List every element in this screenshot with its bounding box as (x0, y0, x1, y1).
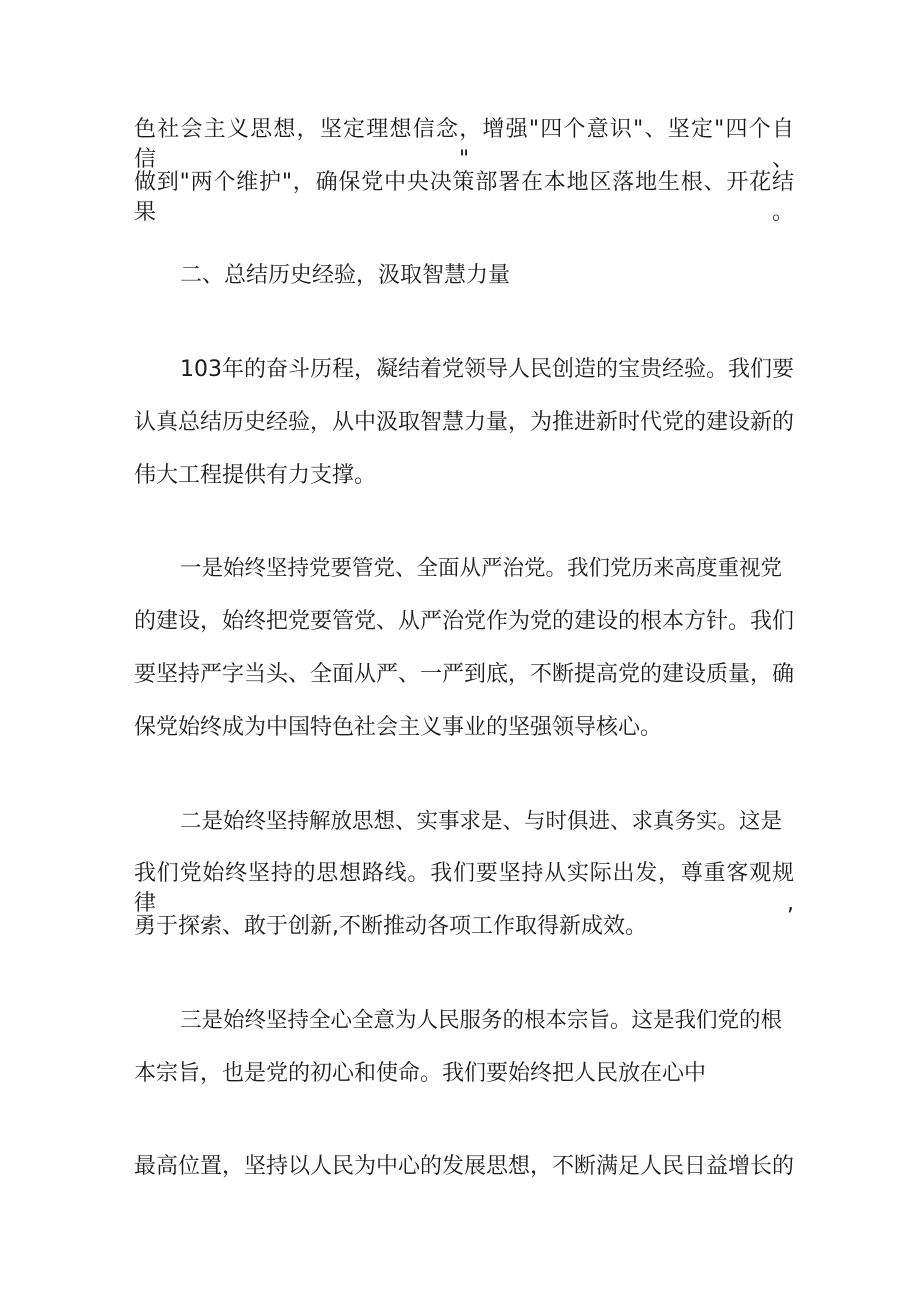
paragraph-3-line-4: 保党始终成为中国特色社会主义事业的坚强领导核心。 (134, 715, 663, 740)
paragraph-6-line-1: 最高位置，坚持以人民为中心的发展思想，不断满足人民日益增长的 (134, 1154, 795, 1179)
paragraph-5-line-1: 三是始终坚持全心全意为人民服务的根本宗旨。这是我们党的根 (180, 1008, 783, 1033)
paragraph-3-line-1: 一是始终坚持党要管党、全面从严治党。我们党历来高度重视党 (180, 556, 783, 581)
paragraph-4-line-3: 勇于探索、敢于创新,不断推动各项工作取得新成效。 (134, 914, 647, 939)
paragraph-2-line-1: 103年的奋斗历程，凝结着党领导人民创造的宝贵经验。我们要 (180, 357, 794, 382)
paragraph-4-line-2: 我们党始终坚持的思想路线。我们要坚持从实际出发，尊重客观规律, (134, 861, 794, 916)
paragraph-4-line-1: 二是始终坚持解放思想、实事求是、与时俱进、求真务实。这是 (180, 809, 783, 834)
paragraph-3-line-3: 要坚持严字当头、全面从严、一严到底，不断提高党的建设质量，确 (134, 662, 795, 687)
paragraph-2-line-3: 伟大工程提供有力支撑。 (134, 463, 377, 488)
paragraph-3-line-2: 的建设，始终把党要管党、从严治党作为党的建设的根本方针。我们 (134, 609, 795, 634)
paragraph-1-line-1: 色社会主义思想，坚定理想信念，增强"四个意识"、坚定"四个自信"、 (134, 117, 794, 172)
section-heading-2: 二、总结历史经验，汲取智慧力量 (180, 263, 511, 288)
paragraph-1-line-2: 做到"两个维护"，确保党中央决策部署在本地区落地生根、开花结果。 (134, 170, 794, 225)
paragraph-5-line-2: 本宗旨，也是党的初心和使命。我们要始终把人民放在心中 (134, 1061, 707, 1086)
paragraph-2-line-2: 认真总结历史经验，从中汲取智慧力量，为推进新时代党的建设新的 (134, 410, 795, 435)
